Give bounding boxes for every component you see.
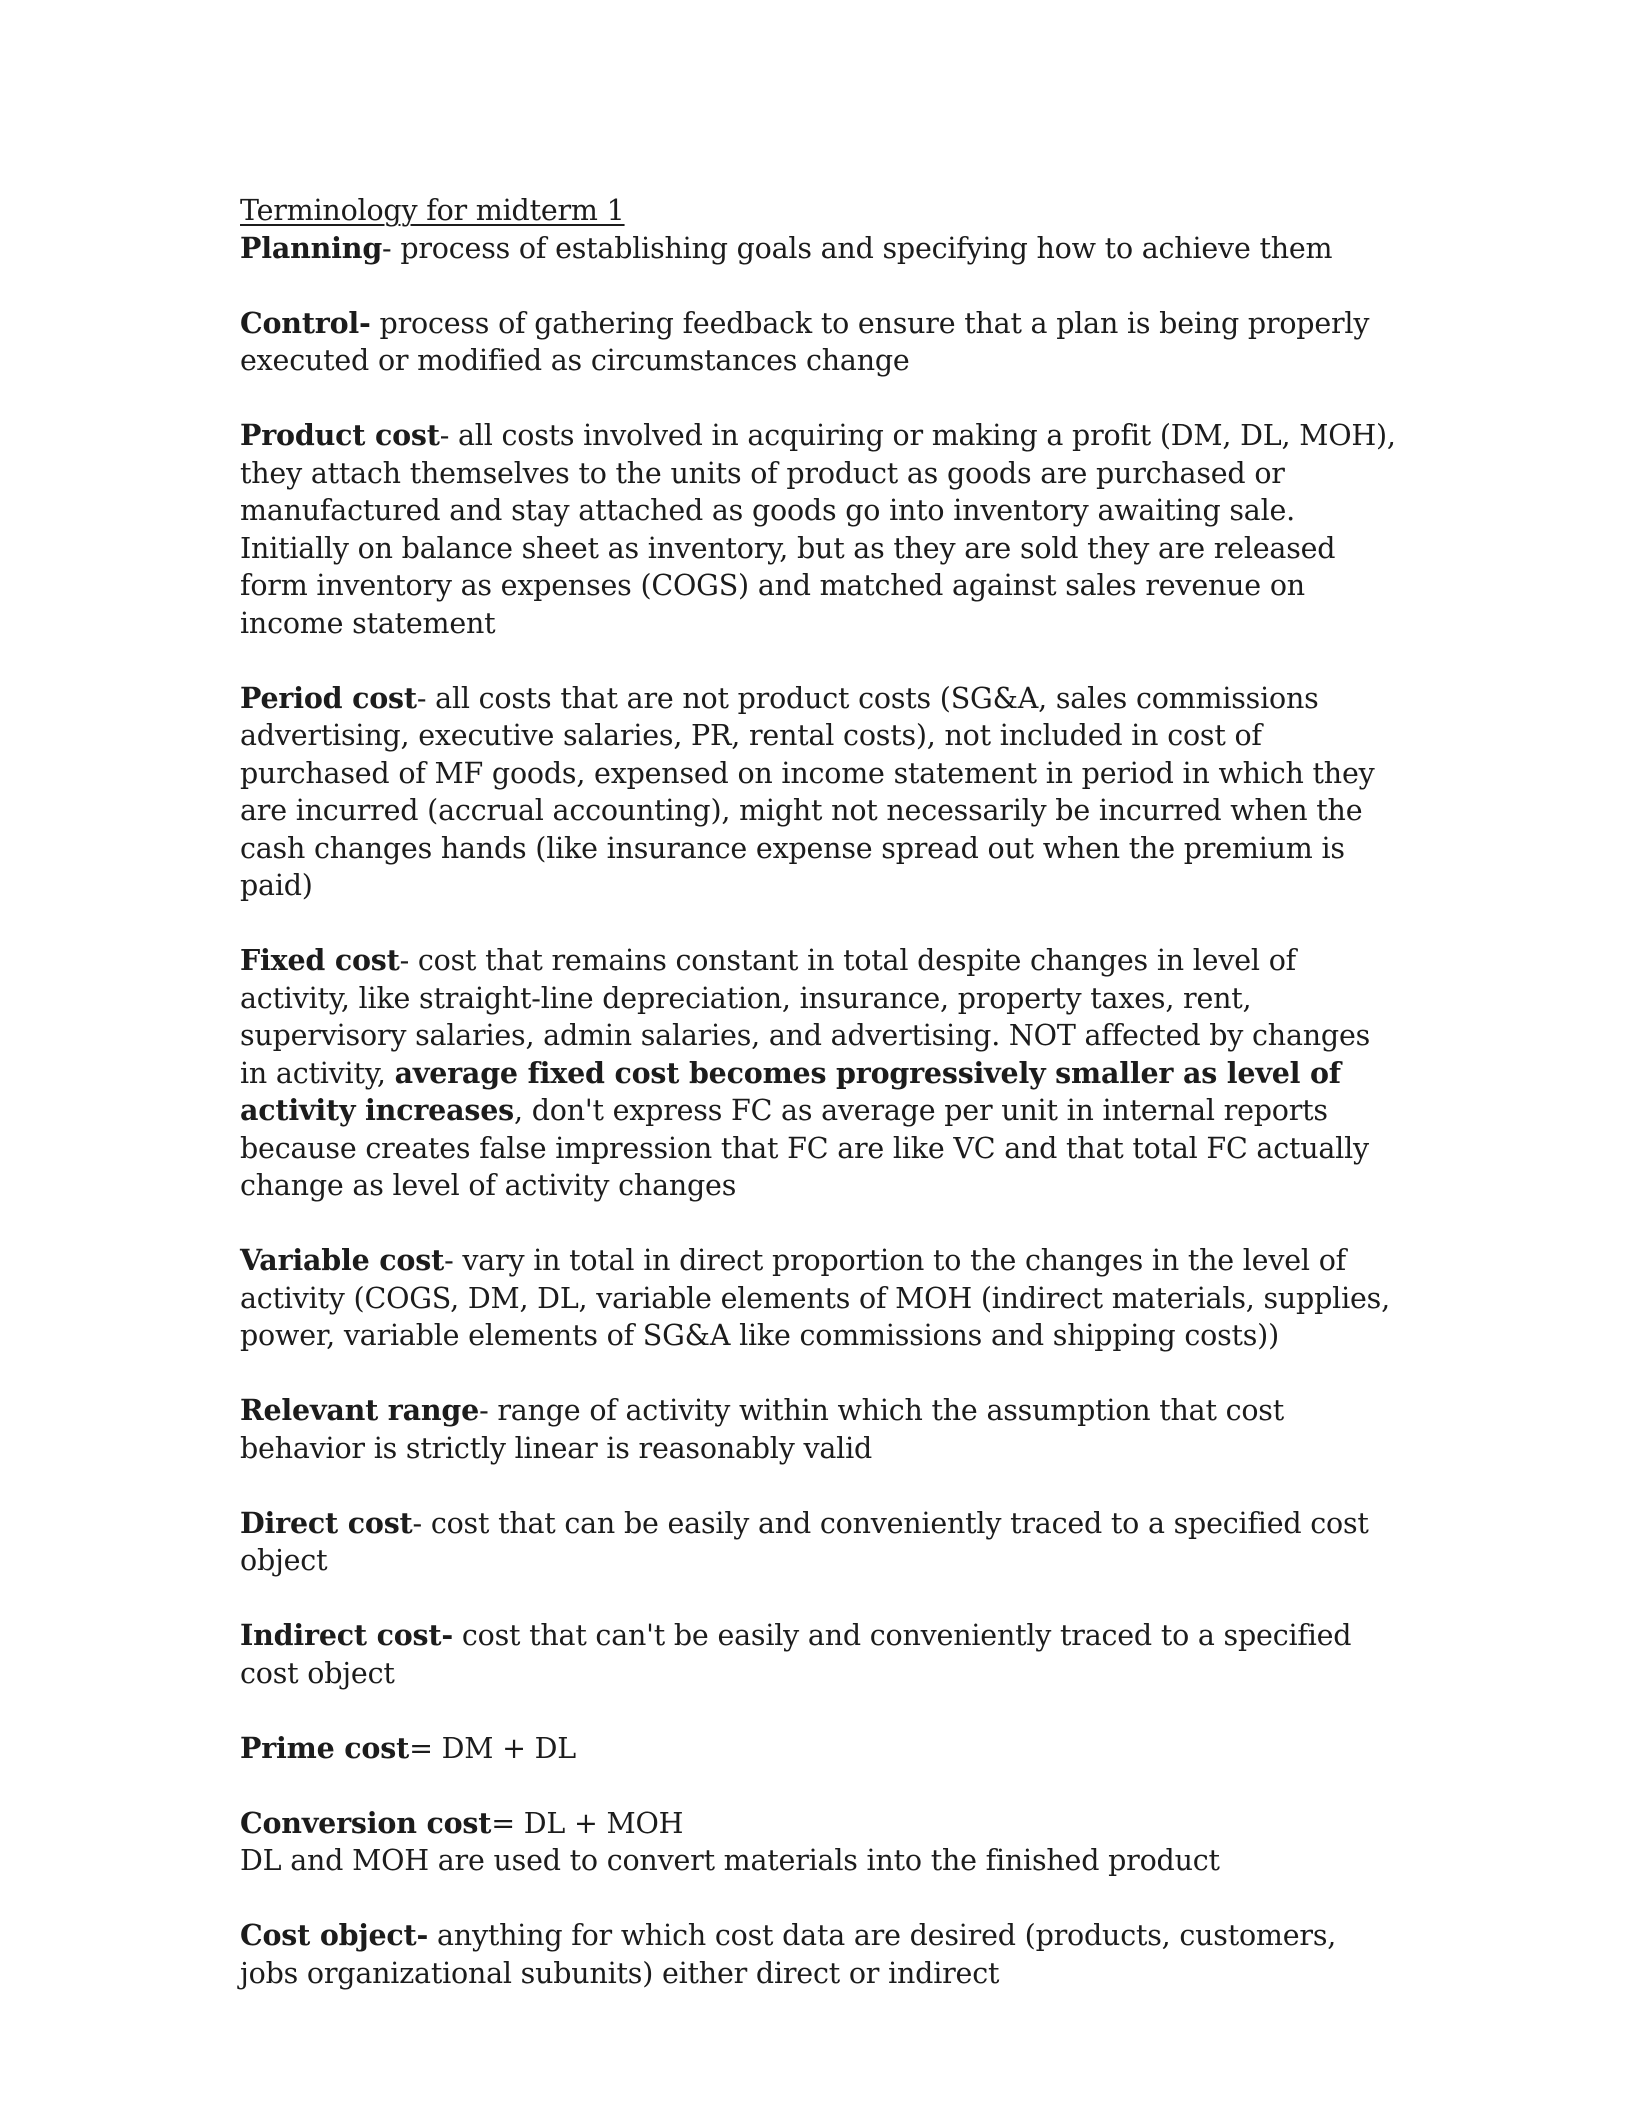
term-entry-conversion-cost <box>240 1805 1400 1843</box>
term-entry-direct-cost <box>240 1505 1400 1580</box>
term-entry-planning <box>240 230 1400 268</box>
term-separator: - <box>444 1244 463 1277</box>
term-separator: - <box>382 231 401 265</box>
term-name: Prime cost <box>240 1730 410 1765</box>
term-name: Control- <box>240 305 371 340</box>
term-name: Direct cost <box>240 1505 413 1540</box>
term-definition: process of gathering feedback to ensure that a plan is being properly executed or modified as circumstances change <box>240 306 1370 377</box>
term-definition: cost that remains constant in total despite changes in level of activity, like straight-line depreciation, insurance, property taxes, rent, supervisory salaries, admin salaries, and advertising. NOT affected by changes in activity, <box>240 944 1371 1090</box>
term-definition: cost that can be easily and conveniently traced to a specified cost object <box>240 1506 1369 1577</box>
term-entry-period-cost <box>240 680 1400 905</box>
term-definition-emphasis: average fixed cost becomes progressively smaller as level of activity increases <box>240 1055 1341 1127</box>
term-entry-variable-cost <box>240 1242 1400 1355</box>
term-entry-product-cost <box>240 417 1400 642</box>
document-page <box>240 192 1400 1992</box>
term-definition: all costs involved in acquiring or making a profit (DM, DL, MOH), they attach themselves to the units of product as goods are purchased or manufactured and stay attached as goods go into inventory awaiting sale. Initially on balance sheet as inventory, but as they are sold they are released form inventory as expenses (COGS) and matched against sales revenue on income statement <box>240 419 1396 640</box>
term-definition: range of activity within which the assumption that cost behavior is strictly linear is reasonably valid <box>240 1394 1284 1465</box>
term-separator <box>428 1919 437 1952</box>
term-name: Fixed cost <box>240 943 400 977</box>
term-separator: - <box>439 419 459 452</box>
term-definition: vary in total in direct proportion to the changes in the level of activity (COGS, DM, DL, variable elements of MOH (indirect materials, supplies, power, variable elements of SG&A like commissions and shipping costs)) <box>240 1244 1390 1352</box>
term-entry-indirect-cost <box>240 1617 1400 1692</box>
term-entry-fixed-cost <box>240 942 1400 1205</box>
term-definition: cost that can't be easily and conveniently traced to a specified cost object <box>240 1619 1352 1690</box>
term-name: Conversion cost <box>240 1805 492 1840</box>
term-name: Planning <box>240 230 383 265</box>
term-definition: DM + DL <box>441 1731 577 1765</box>
term-definition: anything for which cost data are desired (products, customers, jobs organizational subunits) either direct or indirect <box>240 1919 1337 1990</box>
document-title: Terminology for midterm 1 <box>240 194 625 227</box>
term-definition-continued: , don't express FC as average per unit in internal reports because creates false impression that FC are like VC and that total FC actually change as level of activity changes <box>240 1094 1369 1202</box>
term-entry-control <box>240 305 1400 380</box>
term-name: Variable cost <box>240 1243 445 1277</box>
term-separator: - <box>479 1394 498 1427</box>
term-entry-cost-object <box>240 1917 1400 1992</box>
term-entry-relevant-range <box>240 1392 1400 1467</box>
term-separator <box>453 1619 462 1652</box>
term-definition: process of establishing goals and specifying how to achieve them <box>400 231 1333 265</box>
term-name: Period cost <box>240 680 417 715</box>
term-separator: = <box>409 1731 442 1765</box>
term-separator: = <box>491 1806 524 1840</box>
term-entry-prime-cost <box>240 1730 1400 1768</box>
term-definition: all costs that are not product costs (SG&A, sales commissions advertising, executive salaries, PR, rental costs), not included in cost of purchased of MF goods, expensed on income statement in period in which they are incurred (accrual accounting), might not necessarily be incurred when the cash changes hands (like insurance expense spread out when the premium is paid) <box>240 681 1375 902</box>
term-separator: - <box>399 944 418 977</box>
term-entry-conversion-cost-note: DL and MOH are used to convert materials into the finished product <box>240 1844 1220 1877</box>
term-name: Relevant range <box>240 1393 480 1427</box>
term-separator: - <box>412 1506 431 1540</box>
term-definition: DL + MOH <box>523 1806 684 1840</box>
term-name: Product cost <box>240 418 440 452</box>
term-separator: - <box>416 681 436 715</box>
term-separator <box>371 307 380 340</box>
term-name: Indirect cost- <box>240 1618 453 1652</box>
term-name: Cost object- <box>240 1918 429 1952</box>
